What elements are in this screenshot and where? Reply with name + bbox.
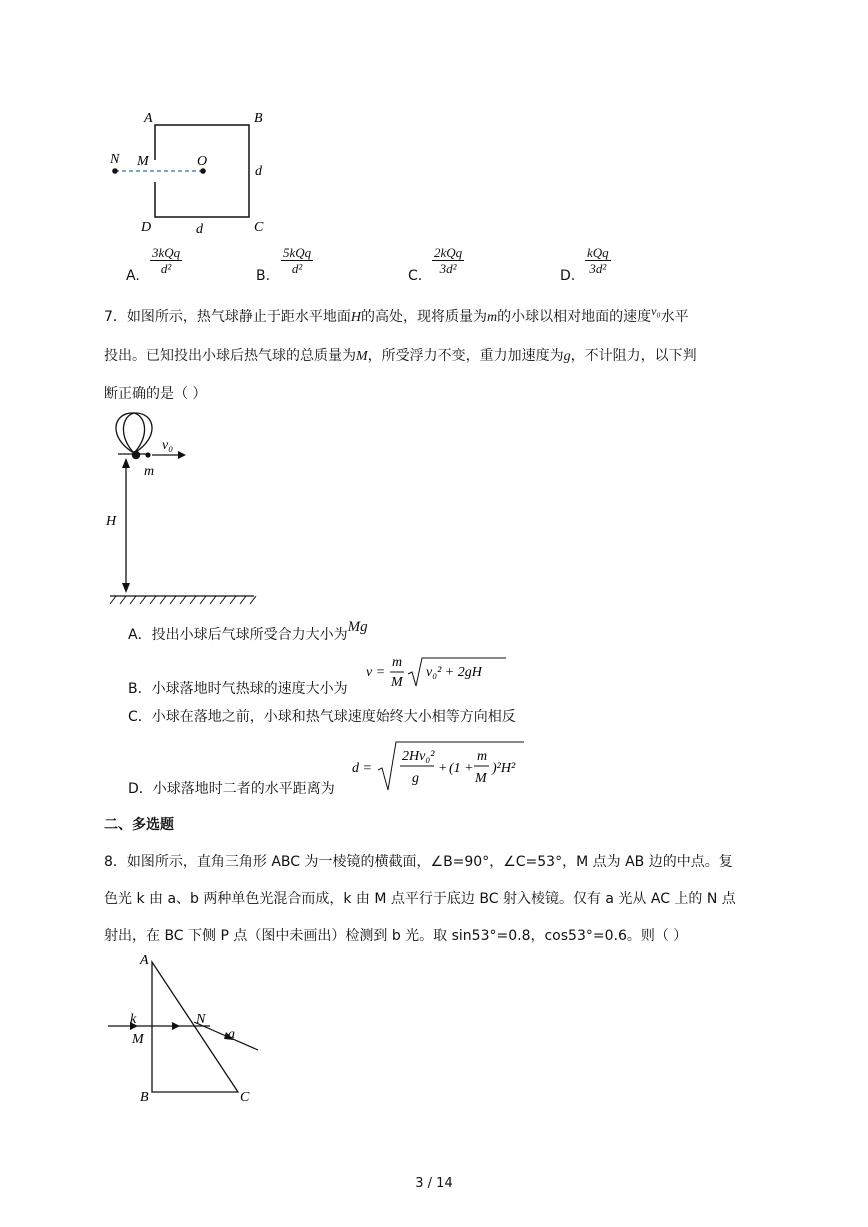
balloon-basket <box>132 451 140 459</box>
svg-text:(1 +: (1 + <box>449 761 474 776</box>
label-c: C <box>254 220 264 235</box>
q7-option-c: C．小球在落地之前，小球和热气球速度始终大小相等方向相反 <box>128 709 516 725</box>
q6-option-b-frac: 5kQq d² <box>283 245 312 276</box>
q7-option-d-formula <box>352 738 532 794</box>
square-field-figure <box>100 105 280 240</box>
q7-line3: 断正确的是（ ） <box>104 386 207 402</box>
label-o: O <box>197 154 208 169</box>
q7-line1: 7．如图所示，热气球静止于距水平地面H的高处，现将质量为m的小球以相对地面的速度v₀水平 <box>104 304 689 325</box>
ray-inside-arrow <box>172 1022 180 1030</box>
svg-text:g: g <box>412 771 419 786</box>
svg-text:M: M <box>391 675 403 690</box>
q7-option-a: A．投出小球后气球所受合力大小为Mg <box>128 619 368 643</box>
label-v0: v₀ <box>162 438 174 453</box>
label-b: B <box>254 111 263 126</box>
label-k: k <box>130 1012 137 1027</box>
label-d-bottom: d <box>196 222 203 237</box>
height-arrow-bottom <box>122 583 130 593</box>
q6-option-b-label: B. <box>256 268 271 284</box>
q8-line2: 色光 k 由 a、b 两种单色光混合而成，k 由 M 点平行于底边 BC 射入棱镜。仅有 a 光从 AC 上的 N 点 <box>104 891 736 907</box>
svg-text:m: m <box>477 749 488 764</box>
label-a: A <box>140 953 149 968</box>
label-a-ray: a <box>228 1027 235 1042</box>
section-heading-multi-choice: 二、多选题 <box>104 817 174 833</box>
svg-text:)²H²: )²H² <box>492 761 516 776</box>
q6-option-c-frac: 2kQq 3d² <box>434 245 463 276</box>
label-d: D <box>141 220 152 235</box>
svg-text:v =: v = <box>366 665 386 680</box>
q7-option-b-formula <box>366 652 526 696</box>
q8-line3: 射出，在 BC 下侧 P 点（图中未画出）检测到 b 光。取 sin53°=0.8，cos53°=0.6。则（ ） <box>104 928 688 944</box>
svg-text:d =: d = <box>352 761 372 776</box>
q6-option-a-frac: 3kQq d² <box>152 245 181 276</box>
svg-text:2Hv₀²: 2Hv₀² <box>402 749 435 764</box>
svg-text:+: + <box>438 761 448 776</box>
label-d-right: d <box>255 164 262 179</box>
svg-text:v₀² + 2gH: v₀² + 2gH <box>426 665 482 680</box>
velocity-arrowhead <box>178 451 186 459</box>
prism-triangle <box>152 962 238 1092</box>
svg-text:m: m <box>392 655 403 670</box>
q6-option-d-label: D. <box>560 268 576 284</box>
q6-option-c-label: C. <box>408 268 423 284</box>
label-a: A <box>144 111 153 126</box>
label-m: m <box>144 464 155 479</box>
q7-line2: 投出。已知投出小球后热气球的总质量为M，所受浮力不变，重力加速度为g，不计阻力，以下判 <box>104 348 697 364</box>
q6-option-a-label: A. <box>126 268 140 284</box>
label-b: B <box>140 1090 149 1105</box>
ground-hatch <box>110 596 256 604</box>
balloon-envelope <box>116 413 152 453</box>
point-o <box>200 168 206 174</box>
prism-figure <box>100 950 270 1110</box>
label-m: M <box>137 154 149 169</box>
height-arrow-top <box>122 458 130 468</box>
svg-text:M: M <box>475 771 487 786</box>
q6-option-d-frac: kQq 3d² <box>587 245 609 276</box>
q7-option-b-text: B．小球落地时气热球的速度大小为 <box>128 681 348 697</box>
label-c: C <box>240 1090 250 1105</box>
label-m: M <box>132 1032 144 1047</box>
label-n: N <box>196 1012 206 1027</box>
label-n: N <box>110 152 120 167</box>
ball-m <box>145 452 150 457</box>
page-number: 3 / 14 <box>415 1176 453 1191</box>
q7-option-d-text: D．小球落地时二者的水平距离为 <box>128 781 335 797</box>
point-n <box>112 168 118 174</box>
balloon-figure <box>104 408 264 608</box>
label-h: H <box>106 514 117 529</box>
q8-line1: 8．如图所示，直角三角形 ABC 为一棱镜的横截面，∠B=90°，∠C=53°，M 点为 AB 边的中点。复 <box>104 854 733 870</box>
